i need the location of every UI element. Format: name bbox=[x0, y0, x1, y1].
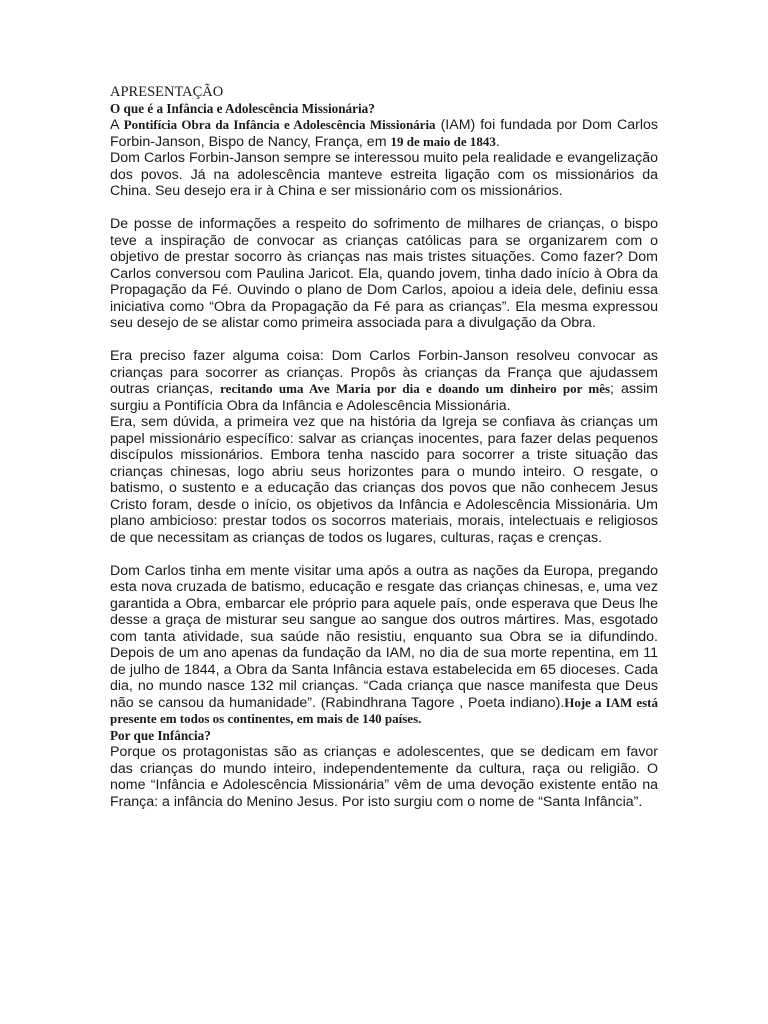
paragraph-interest: Dom Carlos Forbin-Janson sempre se interessou muito pela realidade e evangelização dos povos. Já na adolescência manteve estreita ligação com os missionários da China. Seu desejo era ir à China e ser missionário com os missionários. bbox=[110, 150, 658, 199]
section-heading-why-infancia: Por que Infância? bbox=[110, 727, 211, 743]
paragraph-inspiration: De posse de informações a respeito do sofrimento de milhares de crianças, o bispo teve a inspiração de convocar as crianças católicas para se organizarem com o objetivo de prestar socorro às crianças nas mais tristes situações. Como fazer? Dom Carlos conversou com Paulina Jaricot. Ela, quando jovem, tinha dado início à Obra da Propagação da Fé. Ouvindo o plano de Dom Carlos, apoiou a ideia dele, definiu essa iniciativa como “Obra da Propagação da Fé para as crianças”. Ela mesma expressou seu desejo de se alistar como primeira associada para a divulgação da Obra. bbox=[110, 216, 658, 331]
paragraph-protagonists: Porque os protagonistas são as crianças e adolescentes, que se dedicam em favor das crianças do mundo inteiro, independentemente da cultura, raça ou religião. O nome “Infância e Adolescência Missionária” vêm de uma devoção existente então na França: a infância do Menino Jesus. Por isto surgiu com o nome de “Santa Infância”. bbox=[110, 744, 658, 810]
paragraph-convocation-c: ; assim surgiu a Pontifícia Obra da Infância e Adolescência Missionária. bbox=[110, 381, 658, 414]
paragraph-dom-carlos-a: Dom Carlos tinha em mente visitar uma após a outra as nações da Europa, pregando esta nova cruzada de batismo, educação e resgate das crianças chinesas, e, uma vez garantida a Obra, embarcar ele próprio para aquele país, onde esperava que Deus lhe desse a graça de misturar seu sangue ao sangue dos outros mártires. Mas, esgotado com tanta atividade, sua saúde não resistiu, enquanto sua Obra se ia difundindo. Depois de um ano apenas da fundação da IAM, no dia de sua morte repentina, em 11 de julho de 1844, a Obra da Santa Infância estava estabelecida em 65 dioceses. Cada dia, no mundo nasce 132 mil crianças. “Cada criança que nasce manifesta que Deus não se cansou da humanidade”. (Rabindhrana Tagore , Poeta indiano). bbox=[110, 562, 658, 711]
paragraph-mission: Era, sem dúvida, a primeira vez que na história da Igreja se confiava às crianças um papel missionário específico: salvar as crianças inocentes, para fazer delas pequenos discípulos missionários. Embora tenha nascido para socorrer a triste situação das crianças chinesas, logo abriu seus horizontes para o mundo inteiro. O resgate, o batismo, o sustento e a educação das crianças dos povos que não conhecem Jesus Cristo foram, desde o início, os objetivos da Infância e Adolescência Missionária. Um plano ambicioso: prestar todos os socorros materiais, morais, intelectuais e religiosos de que necessitam as crianças de todos os lugares, culturas, raças e crenças. bbox=[110, 414, 658, 546]
paragraph-founding-c: (IAM) foi fundada por Dom Carlos Forbin-Janson, Bispo de Nancy, França, em bbox=[110, 117, 658, 150]
paragraph-gap bbox=[110, 200, 658, 217]
section-heading-what-is: O que é a Infância e Adolescência Missionária? bbox=[110, 100, 375, 116]
presence-statement: Hoje a IAM está presente em todos os continentes, em mais de 140 países. bbox=[110, 694, 658, 726]
paragraph-convocation bbox=[110, 348, 658, 414]
organization-name: Pontifícia Obra da Infância e Adolescência Missionária bbox=[123, 117, 436, 132]
paragraph-founding-a: A bbox=[110, 117, 124, 133]
paragraph-dom-carlos bbox=[110, 563, 658, 728]
prayer-and-donation: recitando uma Ave Maria por dia e doando um dinheiro por mês bbox=[220, 381, 611, 396]
paragraph-founding bbox=[110, 117, 658, 150]
paragraph-gap bbox=[110, 546, 658, 563]
paragraph-convocation-a: Era preciso fazer alguma coisa: Dom Carlos Forbin-Janson resolveu convocar as crianças para socorrer as crianças. Propôs às crianças da França que ajudassem outras crianças, bbox=[110, 348, 658, 397]
document-page bbox=[110, 84, 658, 810]
founding-date: 19 de maio de 1843 bbox=[390, 133, 496, 149]
paragraph-gap bbox=[110, 332, 658, 349]
paragraph-founding-e: . bbox=[495, 133, 500, 150]
document-heading: APRESENTAÇÃO bbox=[110, 84, 224, 100]
